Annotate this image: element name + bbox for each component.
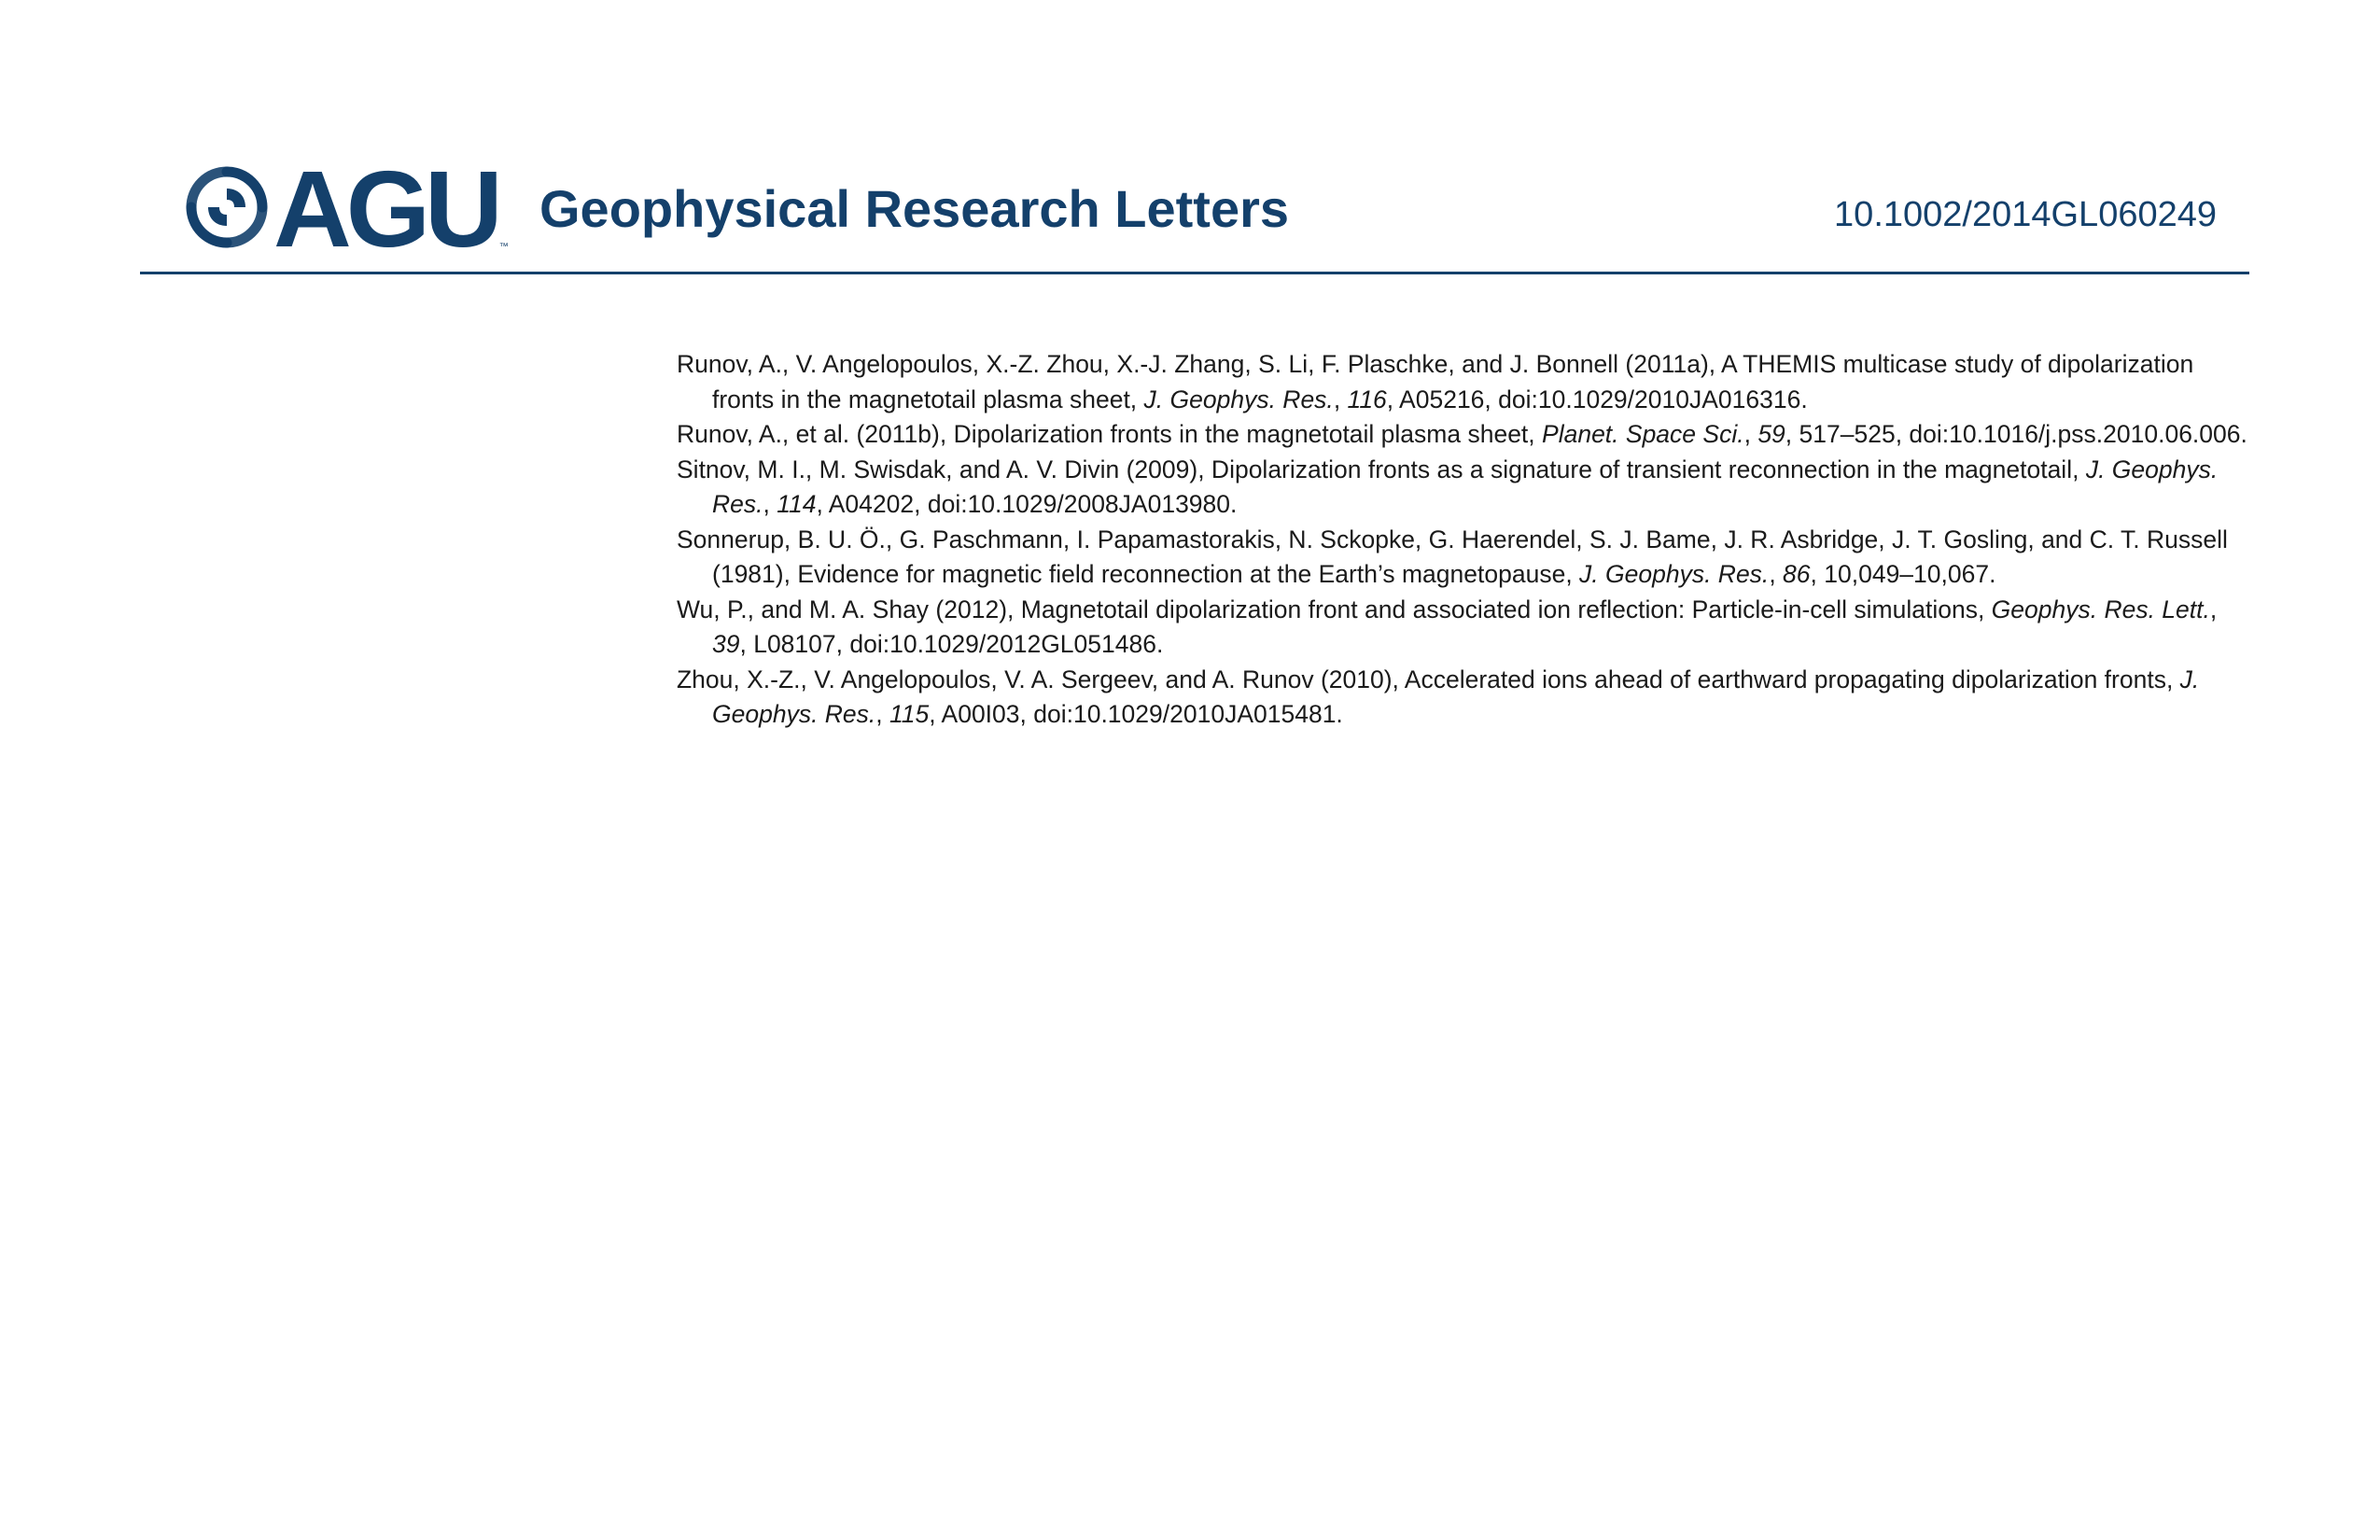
reference-separator: , — [1333, 385, 1348, 413]
reference-authors-title: Sitnov, M. I., M. Swisdak, and A. V. Divin (2009), Dipolarization fronts as a signature of transient reconnection in the magnetotail, — [677, 455, 2086, 483]
reference-details: , 517–525, doi:10.1016/j.pss.2010.06.006. — [1785, 420, 2247, 448]
reference-details: , A04202, doi:10.1029/2008JA013980. — [816, 490, 1238, 518]
agu-swirl-icon — [182, 162, 272, 252]
reference-journal: J. Geophys. Res. — [712, 455, 2219, 518]
reference-journal: Planet. Space Sci. — [1542, 420, 1744, 448]
reference-authors-title: Runov, A., V. Angelopoulos, X.-Z. Zhou, X.-J. Zhang, S. Li, F. Plaschke, and J. Bonnell (2011a), A THEMIS multicase study of dipolarization fronts in the magnetotail plasma sheet, — [677, 350, 2194, 413]
reference-authors-title: Zhou, X.-Z., V. Angelopoulos, V. A. Sergeev, and A. Runov (2010), Accelerated ions ahead of earthward propagating dipolarization fronts, — [677, 665, 2180, 693]
reference-volume: 39 — [712, 630, 740, 658]
reference-item — [677, 347, 2254, 417]
reference-journal: J. Geophys. Res. — [1579, 560, 1770, 588]
reference-volume: 115 — [889, 700, 930, 728]
reference-item — [677, 523, 2254, 593]
reference-journal: J. Geophys. Res. — [1143, 385, 1334, 413]
reference-authors-title: Wu, P., and M. A. Shay (2012), Magnetotail dipolarization front and associated ion reflection: Particle-in-cell simulations, — [677, 595, 1992, 623]
logo-trademark: ™ — [498, 242, 509, 252]
reference-list — [677, 347, 2254, 733]
reference-authors-title: Runov, A., et al. (2011b), Dipolarization fronts in the magnetotail plasma sheet, — [677, 420, 1543, 448]
reference-item — [677, 593, 2254, 663]
reference-journal: Geophys. Res. Lett. — [1991, 595, 2210, 623]
agu-logo — [182, 148, 509, 270]
reference-item — [677, 453, 2254, 523]
reference-volume: 116 — [1347, 385, 1387, 413]
header-divider — [140, 272, 2249, 274]
reference-volume: 114 — [777, 490, 817, 518]
reference-item — [677, 663, 2254, 733]
reference-volume: 86 — [1783, 560, 1811, 588]
reference-separator: , — [763, 490, 777, 518]
reference-details: , A05216, doi:10.1029/2010JA016316. — [1386, 385, 1808, 413]
reference-separator: , — [1743, 420, 1758, 448]
article-doi: 10.1002/2014GL060249 — [1834, 195, 2217, 234]
journal-title: Geophysical Research Letters — [539, 179, 1290, 238]
logo-wordmark: AGU — [273, 148, 497, 270]
reference-authors-title: Sonnerup, B. U. Ö., G. Paschmann, I. Papamastorakis, N. Sckopke, G. Haerendel, S. J. Bame, J. R. Asbridge, J. T. Gosling, and C. T. Russell (1981), Evidence for magnetic field reconnection at the Earth’s magnetopause, — [677, 525, 2228, 588]
reference-journal: J. Geophys. Res. — [712, 665, 2200, 728]
reference-separator: , — [2209, 595, 2218, 623]
reference-details: , A00I03, doi:10.1029/2010JA015481. — [929, 700, 1343, 728]
reference-separator: , — [875, 700, 890, 728]
reference-details: , L08107, doi:10.1029/2012GL051486. — [739, 630, 1164, 658]
reference-separator: , — [1769, 560, 1784, 588]
reference-volume: 59 — [1757, 420, 1785, 448]
reference-details: , 10,049–10,067. — [1810, 560, 1996, 588]
page-header — [0, 0, 2380, 280]
reference-item — [677, 417, 2254, 453]
